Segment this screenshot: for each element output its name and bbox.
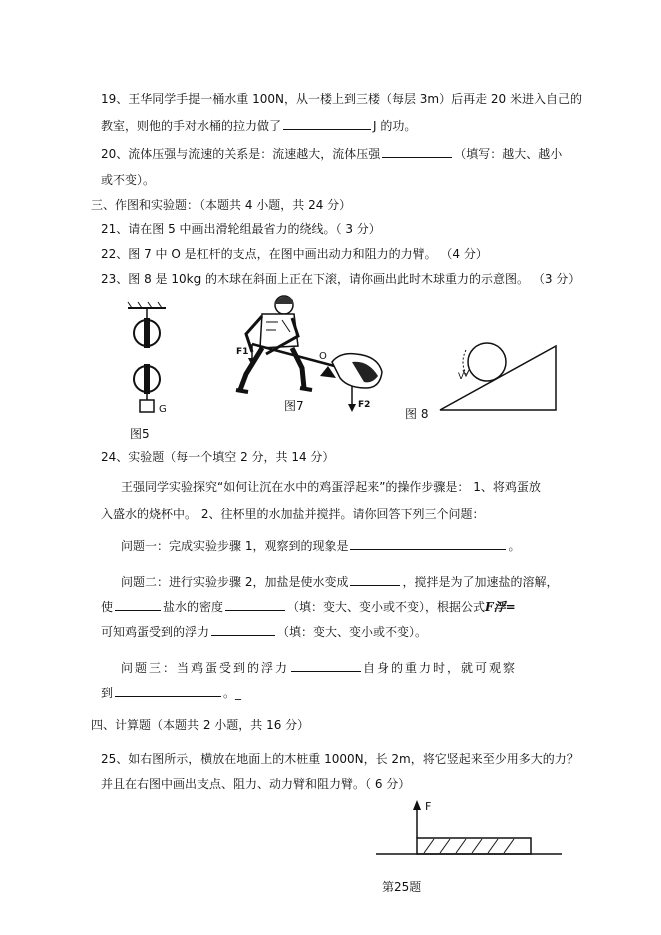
- q24-problem3-l2-pre: 到: [101, 686, 114, 700]
- figure-7-fulcrum-label: O: [319, 351, 327, 362]
- q24-problem3-l2-post: 。_: [223, 686, 242, 700]
- q24-problem2-line1: [121, 573, 558, 590]
- q24-problem2-blank-d[interactable]: [211, 623, 275, 636]
- figure-25-force-label: F: [425, 800, 432, 813]
- q24-problem2-l2-a: 使: [101, 600, 114, 614]
- q25-line2: 并且在右图中画出支点、阻力、动力臂和阻力臂。（ 6 分）: [101, 777, 411, 791]
- q19-line2: [101, 117, 416, 134]
- figure-5-weight-label: G: [159, 404, 167, 415]
- figure-8-velocity-label: V: [458, 372, 465, 382]
- figure-25-log-on-ground[interactable]: [372, 796, 564, 860]
- q20-pre: 20、流体压强与流速的关系是：流速越大，流体压强: [101, 147, 381, 161]
- q24-title: 24、实验题（每一个填空 2 分，共 14 分）: [101, 450, 335, 464]
- figure-8-caption: 图 8: [405, 407, 429, 421]
- q24-problem1-pre: 问题一：完成实验步骤 1，观察到的现象是: [121, 539, 349, 553]
- q24-problem3-line2: [101, 684, 241, 701]
- q24-intro-line2: 入盛水的烧杯中。 2、往杯里的水加盐并搅拌。请你回答下列三个问题：: [101, 507, 485, 521]
- q20-line2: 或不变）。: [101, 173, 156, 187]
- q24-problem3-blank-a[interactable]: [291, 659, 361, 672]
- q19-line1: 19、王华同学手提一桶水重 100N，从一楼上到三楼（每层 3m）后再走 20 米进入自己的: [101, 92, 583, 106]
- figure-5-caption: 图5: [130, 427, 150, 441]
- figure-7-f2-label: F2: [358, 400, 371, 410]
- q19-answer-blank[interactable]: [283, 117, 371, 130]
- q24-problem3-l1-post: 自身的重力时，就可观察: [363, 661, 518, 675]
- q24-problem2-l3-pre: 可知鸡蛋受到的浮力: [101, 625, 210, 639]
- section-3-heading: 三、作图和实验题：（本题共 4 小题，共 24 分）: [91, 198, 352, 212]
- q24-problem1-blank[interactable]: [350, 537, 506, 550]
- figure-7-f1-label: F1: [236, 347, 249, 357]
- q24-problem2-l1-pre: 问题二：进行实验步骤 2，加盐是使水变成: [121, 575, 349, 589]
- q24-problem2-line2: [101, 598, 516, 615]
- figure-7-caption: 图7: [284, 399, 304, 413]
- q22-text: 22、图 7 中 O 是杠杆的支点，在图中画出动力和阻力的力臂。 （4 分）: [101, 247, 488, 261]
- q24-problem1-post: 。: [508, 539, 521, 553]
- q24-problem3-l1-pre: 问题三：当鸡蛋受到的浮力: [121, 661, 290, 675]
- q24-problem2-blank-b[interactable]: [115, 598, 161, 611]
- q24-problem2-l2-c: （填：变大、变小或不变），根据公式: [287, 600, 486, 614]
- figure-25-caption: 第25题: [382, 880, 422, 894]
- q20-post: （填写：越大、越小: [454, 147, 563, 161]
- figure-8-ball-incline[interactable]: [436, 322, 560, 414]
- q19-line2-pre: 教室，则他的手对水桶的拉力做了: [101, 119, 282, 133]
- q24-problem2-line3: [101, 623, 427, 640]
- q24-problem2-blank-c[interactable]: [225, 598, 285, 611]
- section-4-heading: 四、计算题（本题共 2 小题，共 16 分）: [91, 718, 310, 732]
- q19-line2-post: J 的功。: [373, 119, 417, 133]
- q24-problem2-l2-b: 盐水的密度: [163, 600, 224, 614]
- q23-text: 23、图 8 是 10kg 的木球在斜面上正在下滚，请你画出此时木球重力的示意图。 （3 分）: [101, 272, 581, 286]
- q24-problem2-l3-post: （填：变大、变小或不变）。: [277, 625, 428, 639]
- q24-problem2-blank-a[interactable]: [350, 573, 400, 586]
- figure-7-lever-worker[interactable]: [232, 292, 388, 414]
- q20-line1: [101, 145, 562, 162]
- q25-line1: 25、如右图所示，横放在地面上的木桩重 1000N，长 2m，将它竖起来至少用多大的力？: [101, 752, 579, 766]
- q24-problem3-line1: [121, 659, 517, 676]
- q24-problem3-blank-b[interactable]: [115, 684, 221, 697]
- q24-buoyancy-formula: F浮=: [485, 600, 516, 614]
- q20-answer-blank[interactable]: [382, 145, 452, 158]
- q24-problem1: [121, 537, 520, 554]
- q24-intro-line1: 王强同学实验探究“如何让沉在水中的鸡蛋浮起来”的操作步骤是： 1、将鸡蛋放: [121, 480, 541, 494]
- q21-text: 21、请在图 5 中画出滑轮组最省力的绕线。（ 3 分）: [101, 222, 381, 236]
- q24-problem2-l1-post: ，搅拌是为了加速盐的溶解，: [402, 575, 559, 589]
- figure-5-pulley[interactable]: [120, 300, 180, 420]
